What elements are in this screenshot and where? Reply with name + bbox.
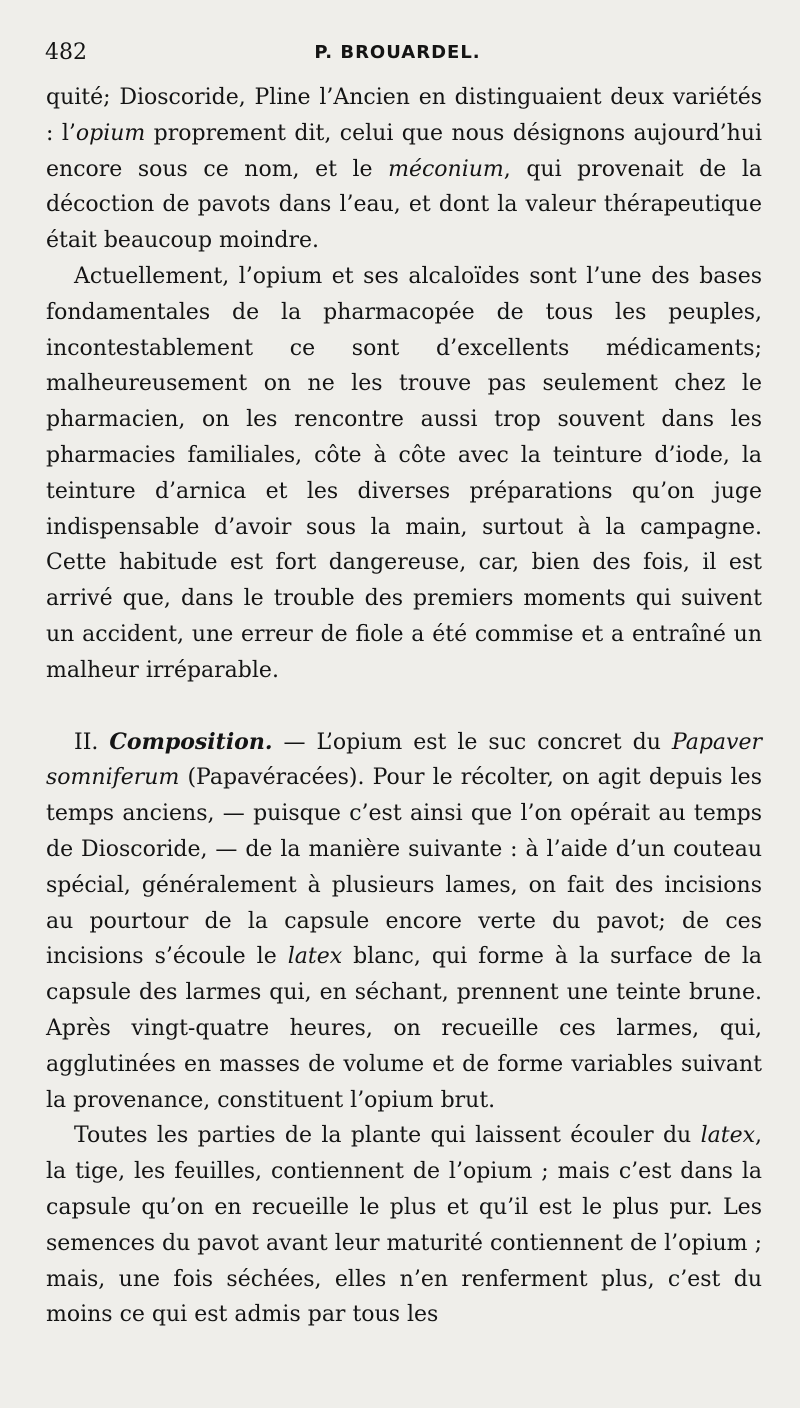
p4-latex: latex bbox=[700, 1123, 755, 1149]
p1-text-c: proprement dit, celui que nous désignons aujourd’hui encore sous ce nom, et le bbox=[46, 120, 763, 182]
section-papaver: Papaver somniferum bbox=[46, 729, 763, 791]
paragraph-2: Actuellement, l’opium et ses alcaloïdes sont l’une des bases fondamentales de la pharmacopée de tous les peuples, incontestablement ce sont d’excellents médicaments; malheureusement on ne les trouve pas seulement chez le pharmacien, on les rencontre aussi trop souvent dans les pharmacies familiales, côte à côte avec la teinture d’iode, la teinture d’arnica et les diverses préparations qu’on juge indispensable d’avoir sous la main, surtout à la campagne. Cette habitude est fort dangereuse, car, bien des fois, il est arrivé que, dans le trouble des premiers moments qui suivent un accident, une erreur de fiole a été commise et a entraîné un malheur irréparable. bbox=[46, 263, 762, 683]
section-latex: latex bbox=[287, 944, 343, 970]
section-text-c: (Papavéracées). Pour le récolter, on agit depuis les temps anciens, — puisque c’est ainsi que l’on opérait au temps de Dioscoride, — de la manière suivante : à l’aide d’un couteau spécial, généralement à plusieurs lames, on fait des incisions au pourtour de la capsule encore verte du pavot; de ces incisions s’écoule le bbox=[46, 765, 762, 970]
paragraph-4 bbox=[46, 1118, 762, 1333]
section-number: II. bbox=[74, 729, 99, 755]
paragraph-section-composition bbox=[46, 725, 762, 1119]
page-number: 482 bbox=[45, 40, 87, 65]
p1-meconium: méconium bbox=[388, 156, 504, 182]
p1-text-a: quité; Dioscoride, Pline l’Ancien en distinguaient deux variétés : l’ bbox=[46, 85, 762, 146]
section-text-e: blanc, qui forme à la surface de la capsule des larmes qui, en séchant, prennent une teinte brune. Après vingt-quatre heures, on recueille ces larmes, qui, agglutinées en masses de volume et de forme variables suivant la provenance, constituent l’opium brut. bbox=[46, 944, 762, 1113]
paragraph-1 bbox=[46, 80, 762, 259]
section-title: Composition. bbox=[109, 728, 273, 755]
section-text-a: — L’opium est le suc concret du bbox=[272, 729, 672, 755]
p4-text-a: Toutes les parties de la plante qui laissent écouler du bbox=[74, 1123, 701, 1149]
p1-text-e: , qui provenait de la décoction de pavots dans l’eau, et dont la valeur thérapeutique était beaucoup moindre. bbox=[46, 156, 762, 254]
p4-text-c: , la tige, les feuilles, contiennent de l’opium ; mais c’est dans la capsule qu’on en recueille le plus et qu’il est le plus pur. Les semences du pavot avant leur maturité contiennent de l’opium ; mais, une fois séchées, elles n’en renferment plus, c’est du moins ce qui est admis par tous les bbox=[46, 1123, 762, 1328]
p1-opium: opium bbox=[75, 120, 146, 146]
page-header bbox=[45, 40, 770, 72]
running-head: P. BROUARDEL. bbox=[314, 42, 481, 63]
page-body bbox=[46, 80, 762, 1333]
section-gap bbox=[46, 689, 762, 725]
